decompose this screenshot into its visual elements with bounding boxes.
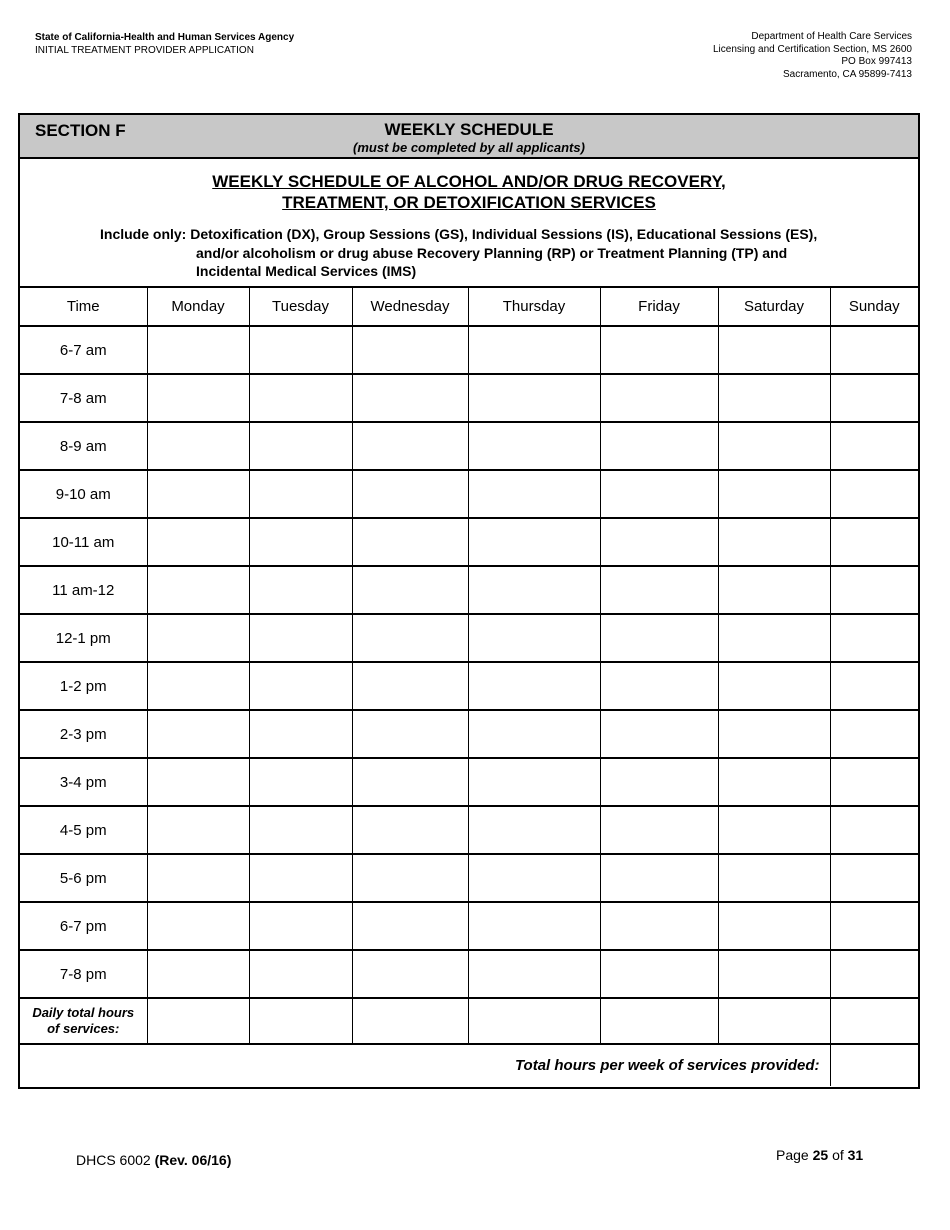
schedule-cell-thursday[interactable] — [468, 806, 600, 854]
daily-total-cell-tuesday[interactable] — [249, 998, 352, 1044]
schedule-cell-thursday[interactable] — [468, 374, 600, 422]
schedule-cell-thursday[interactable] — [468, 662, 600, 710]
time-slot-label: 4-5 pm — [20, 806, 147, 854]
header-right — [713, 31, 912, 81]
schedule-cell-friday[interactable] — [600, 758, 718, 806]
time-slot-label: 12-1 pm — [20, 614, 147, 662]
schedule-cell-tuesday[interactable] — [249, 470, 352, 518]
header-left — [35, 31, 294, 57]
page-current: 25 — [812, 1147, 829, 1163]
table-row — [20, 326, 918, 374]
schedule-cell-sunday[interactable] — [830, 902, 918, 950]
daily-total-cell-wednesday[interactable] — [352, 998, 468, 1044]
schedule-cell-saturday[interactable] — [718, 758, 830, 806]
schedule-cell-monday[interactable] — [147, 374, 249, 422]
column-header-friday: Friday — [600, 287, 718, 326]
schedule-cell-wednesday[interactable] — [352, 614, 468, 662]
time-slot-label: 11 am-12 — [20, 566, 147, 614]
include-note-line-3: Incidental Medical Services (IMS) — [196, 263, 417, 279]
schedule-cell-sunday[interactable] — [830, 806, 918, 854]
dept-line-3: PO Box 997413 — [841, 56, 912, 67]
schedule-cell-wednesday[interactable] — [352, 806, 468, 854]
schedule-cell-monday[interactable] — [147, 902, 249, 950]
table-row — [20, 950, 918, 998]
table-row — [20, 854, 918, 902]
form-name: INITIAL TREATMENT PROVIDER APPLICATION — [35, 45, 254, 56]
schedule-cell-thursday[interactable] — [468, 902, 600, 950]
schedule-cell-tuesday[interactable] — [249, 710, 352, 758]
column-header-monday: Monday — [147, 287, 249, 326]
table-row — [20, 614, 918, 662]
schedule-cell-wednesday[interactable] — [352, 758, 468, 806]
schedule-cell-tuesday[interactable] — [249, 518, 352, 566]
schedule-cell-monday[interactable] — [147, 422, 249, 470]
schedule-cell-friday[interactable] — [600, 710, 718, 758]
daily-total-cell-saturday[interactable] — [718, 998, 830, 1044]
schedule-cell-friday[interactable] — [600, 854, 718, 902]
form-number-code: DHCS 6002 — [76, 1152, 151, 1168]
schedule-cell-friday[interactable] — [600, 566, 718, 614]
time-slot-label: 1-2 pm — [20, 662, 147, 710]
schedule-cell-wednesday[interactable] — [352, 422, 468, 470]
time-slot-label: 5-6 pm — [20, 854, 147, 902]
schedule-cell-tuesday[interactable] — [249, 422, 352, 470]
time-slot-label: 10-11 am — [20, 518, 147, 566]
section-title: WEEKLY SCHEDULE — [384, 120, 554, 139]
schedule-cell-sunday[interactable] — [830, 950, 918, 998]
schedule-cell-friday[interactable] — [600, 374, 718, 422]
form-number — [76, 1152, 231, 1168]
weekly-total-label: Total hours per week of services provided: — [20, 1044, 830, 1086]
schedule-cell-monday[interactable] — [147, 662, 249, 710]
table-row — [20, 566, 918, 614]
schedule-cell-monday[interactable] — [147, 854, 249, 902]
schedule-cell-wednesday[interactable] — [352, 710, 468, 758]
schedule-heading-line-1: WEEKLY SCHEDULE OF ALCOHOL AND/OR DRUG RECOVERY, — [212, 172, 726, 191]
schedule-cell-saturday[interactable] — [718, 470, 830, 518]
column-header-thursday: Thursday — [468, 287, 600, 326]
table-row — [20, 758, 918, 806]
dept-line-2: Licensing and Certification Section, MS 2600 — [712, 43, 912, 55]
schedule-cell-thursday[interactable] — [468, 950, 600, 998]
schedule-cell-saturday[interactable] — [718, 326, 830, 374]
schedule-cell-monday[interactable] — [147, 806, 249, 854]
time-slot-label: 6-7 am — [20, 326, 147, 374]
schedule-cell-tuesday[interactable] — [249, 950, 352, 998]
schedule-cell-thursday[interactable] — [468, 518, 600, 566]
schedule-cell-friday[interactable] — [600, 806, 718, 854]
table-row — [20, 806, 918, 854]
schedule-cell-wednesday[interactable] — [352, 662, 468, 710]
schedule-cell-sunday[interactable] — [830, 374, 918, 422]
schedule-cell-sunday[interactable] — [830, 758, 918, 806]
page-number — [776, 1147, 863, 1163]
schedule-cell-wednesday[interactable] — [352, 374, 468, 422]
schedule-cell-friday[interactable] — [600, 518, 718, 566]
schedule-table — [20, 286, 918, 1086]
table-row — [20, 662, 918, 710]
daily-total-label-line-1: Daily total hours — [32, 1005, 135, 1020]
schedule-heading-line-2: TREATMENT, OR DETOXIFICATION SERVICES — [282, 193, 656, 212]
schedule-cell-saturday[interactable] — [718, 518, 830, 566]
schedule-cell-wednesday[interactable] — [352, 566, 468, 614]
table-row — [20, 518, 918, 566]
schedule-cell-wednesday[interactable] — [352, 854, 468, 902]
table-row — [20, 422, 918, 470]
schedule-cell-friday[interactable] — [600, 326, 718, 374]
schedule-cell-thursday[interactable] — [468, 710, 600, 758]
schedule-cell-monday[interactable] — [147, 950, 249, 998]
schedule-cell-tuesday[interactable] — [249, 662, 352, 710]
schedule-cell-thursday[interactable] — [468, 566, 600, 614]
schedule-cell-wednesday[interactable] — [352, 326, 468, 374]
schedule-cell-saturday[interactable] — [718, 950, 830, 998]
weekly-total-row — [20, 1044, 918, 1086]
schedule-cell-tuesday[interactable] — [249, 806, 352, 854]
schedule-cell-thursday[interactable] — [468, 326, 600, 374]
column-header-saturday: Saturday — [718, 287, 830, 326]
schedule-cell-thursday[interactable] — [468, 470, 600, 518]
schedule-cell-sunday[interactable] — [830, 566, 918, 614]
table-row — [20, 902, 918, 950]
schedule-cell-monday[interactable] — [147, 326, 249, 374]
schedule-cell-tuesday[interactable] — [249, 326, 352, 374]
include-note — [100, 225, 817, 281]
schedule-cell-tuesday[interactable] — [249, 614, 352, 662]
schedule-cell-saturday[interactable] — [718, 902, 830, 950]
section-label: SECTION F — [35, 121, 126, 140]
schedule-cell-tuesday[interactable] — [249, 902, 352, 950]
schedule-cell-saturday[interactable] — [718, 422, 830, 470]
schedule-cell-wednesday[interactable] — [352, 518, 468, 566]
schedule-cell-thursday[interactable] — [468, 854, 600, 902]
schedule-cell-saturday[interactable] — [718, 854, 830, 902]
schedule-heading — [20, 171, 918, 213]
column-header-sunday: Sunday — [830, 287, 918, 326]
schedule-cell-friday[interactable] — [600, 614, 718, 662]
schedule-cell-saturday[interactable] — [718, 374, 830, 422]
page-prefix: Page — [776, 1147, 809, 1163]
time-slot-label: 3-4 pm — [20, 758, 147, 806]
schedule-cell-wednesday[interactable] — [352, 470, 468, 518]
schedule-cell-monday[interactable] — [147, 710, 249, 758]
schedule-cell-sunday[interactable] — [830, 710, 918, 758]
schedule-cell-thursday[interactable] — [468, 758, 600, 806]
schedule-cell-monday[interactable] — [147, 566, 249, 614]
time-slot-label: 7-8 am — [20, 374, 147, 422]
dept-line-1: Department of Health Care Services — [751, 31, 912, 42]
column-header-tuesday: Tuesday — [249, 287, 352, 326]
schedule-cell-friday[interactable] — [600, 422, 718, 470]
column-header-time: Time — [20, 287, 147, 326]
schedule-cell-wednesday[interactable] — [352, 902, 468, 950]
schedule-cell-tuesday[interactable] — [249, 758, 352, 806]
table-row — [20, 374, 918, 422]
schedule-cell-monday[interactable] — [147, 758, 249, 806]
table-row — [20, 710, 918, 758]
schedule-cell-tuesday[interactable] — [249, 566, 352, 614]
schedule-cell-tuesday[interactable] — [249, 374, 352, 422]
schedule-cell-wednesday[interactable] — [352, 950, 468, 998]
schedule-cell-friday[interactable] — [600, 470, 718, 518]
page-total: 31 — [847, 1147, 864, 1163]
schedule-cell-saturday[interactable] — [718, 806, 830, 854]
schedule-cell-monday[interactable] — [147, 518, 249, 566]
schedule-cell-monday[interactable] — [147, 470, 249, 518]
form-revision: (Rev. 06/16) — [154, 1152, 232, 1168]
schedule-cell-saturday[interactable] — [718, 566, 830, 614]
daily-total-cell-sunday[interactable] — [830, 998, 918, 1044]
schedule-cell-thursday[interactable] — [468, 422, 600, 470]
schedule-cell-friday[interactable] — [600, 902, 718, 950]
agency-name: State of California-Health and Human Services Agency — [35, 32, 295, 43]
schedule-cell-sunday[interactable] — [830, 614, 918, 662]
daily-total-label-line-2: of services: — [47, 1021, 120, 1036]
include-note-line-2: and/or alcoholism or drug abuse Recovery Planning (RP) or Treatment Planning (TP) and — [196, 244, 788, 261]
daily-total-cell-friday[interactable] — [600, 998, 718, 1044]
section-header — [20, 115, 918, 159]
schedule-cell-friday[interactable] — [600, 662, 718, 710]
table-row — [20, 470, 918, 518]
schedule-cell-sunday[interactable] — [830, 662, 918, 710]
daily-total-cell-thursday[interactable] — [468, 998, 600, 1044]
schedule-cell-monday[interactable] — [147, 614, 249, 662]
schedule-cell-saturday[interactable] — [718, 710, 830, 758]
schedule-cell-sunday[interactable] — [830, 422, 918, 470]
column-header-wednesday: Wednesday — [352, 287, 468, 326]
time-slot-label: 9-10 am — [20, 470, 147, 518]
schedule-cell-thursday[interactable] — [468, 614, 600, 662]
section-subtitle: (must be completed by all applicants) — [353, 140, 585, 155]
schedule-cell-sunday[interactable] — [830, 326, 918, 374]
daily-total-cell-monday[interactable] — [147, 998, 249, 1044]
weekly-total-cell[interactable] — [830, 1044, 918, 1086]
schedule-cell-sunday[interactable] — [830, 854, 918, 902]
schedule-cell-saturday[interactable] — [718, 614, 830, 662]
schedule-cell-saturday[interactable] — [718, 662, 830, 710]
schedule-cell-tuesday[interactable] — [249, 854, 352, 902]
include-note-line-1: Include only: Detoxification (DX), Group Sessions (GS), Individual Sessions (IS), Educational Sessions (ES), — [100, 226, 818, 242]
schedule-cell-friday[interactable] — [600, 950, 718, 998]
time-slot-label: 6-7 pm — [20, 902, 147, 950]
time-slot-label: 2-3 pm — [20, 710, 147, 758]
table-header-row — [20, 287, 918, 326]
schedule-cell-sunday[interactable] — [830, 518, 918, 566]
daily-total-label — [20, 998, 147, 1044]
weekly-schedule-form — [18, 113, 920, 1089]
schedule-cell-sunday[interactable] — [830, 470, 918, 518]
time-slot-label: 8-9 am — [20, 422, 147, 470]
time-slot-label: 7-8 pm — [20, 950, 147, 998]
daily-total-row — [20, 998, 918, 1044]
page-of: of — [832, 1147, 844, 1163]
dept-line-4: Sacramento, CA 95899-7413 — [783, 68, 912, 80]
